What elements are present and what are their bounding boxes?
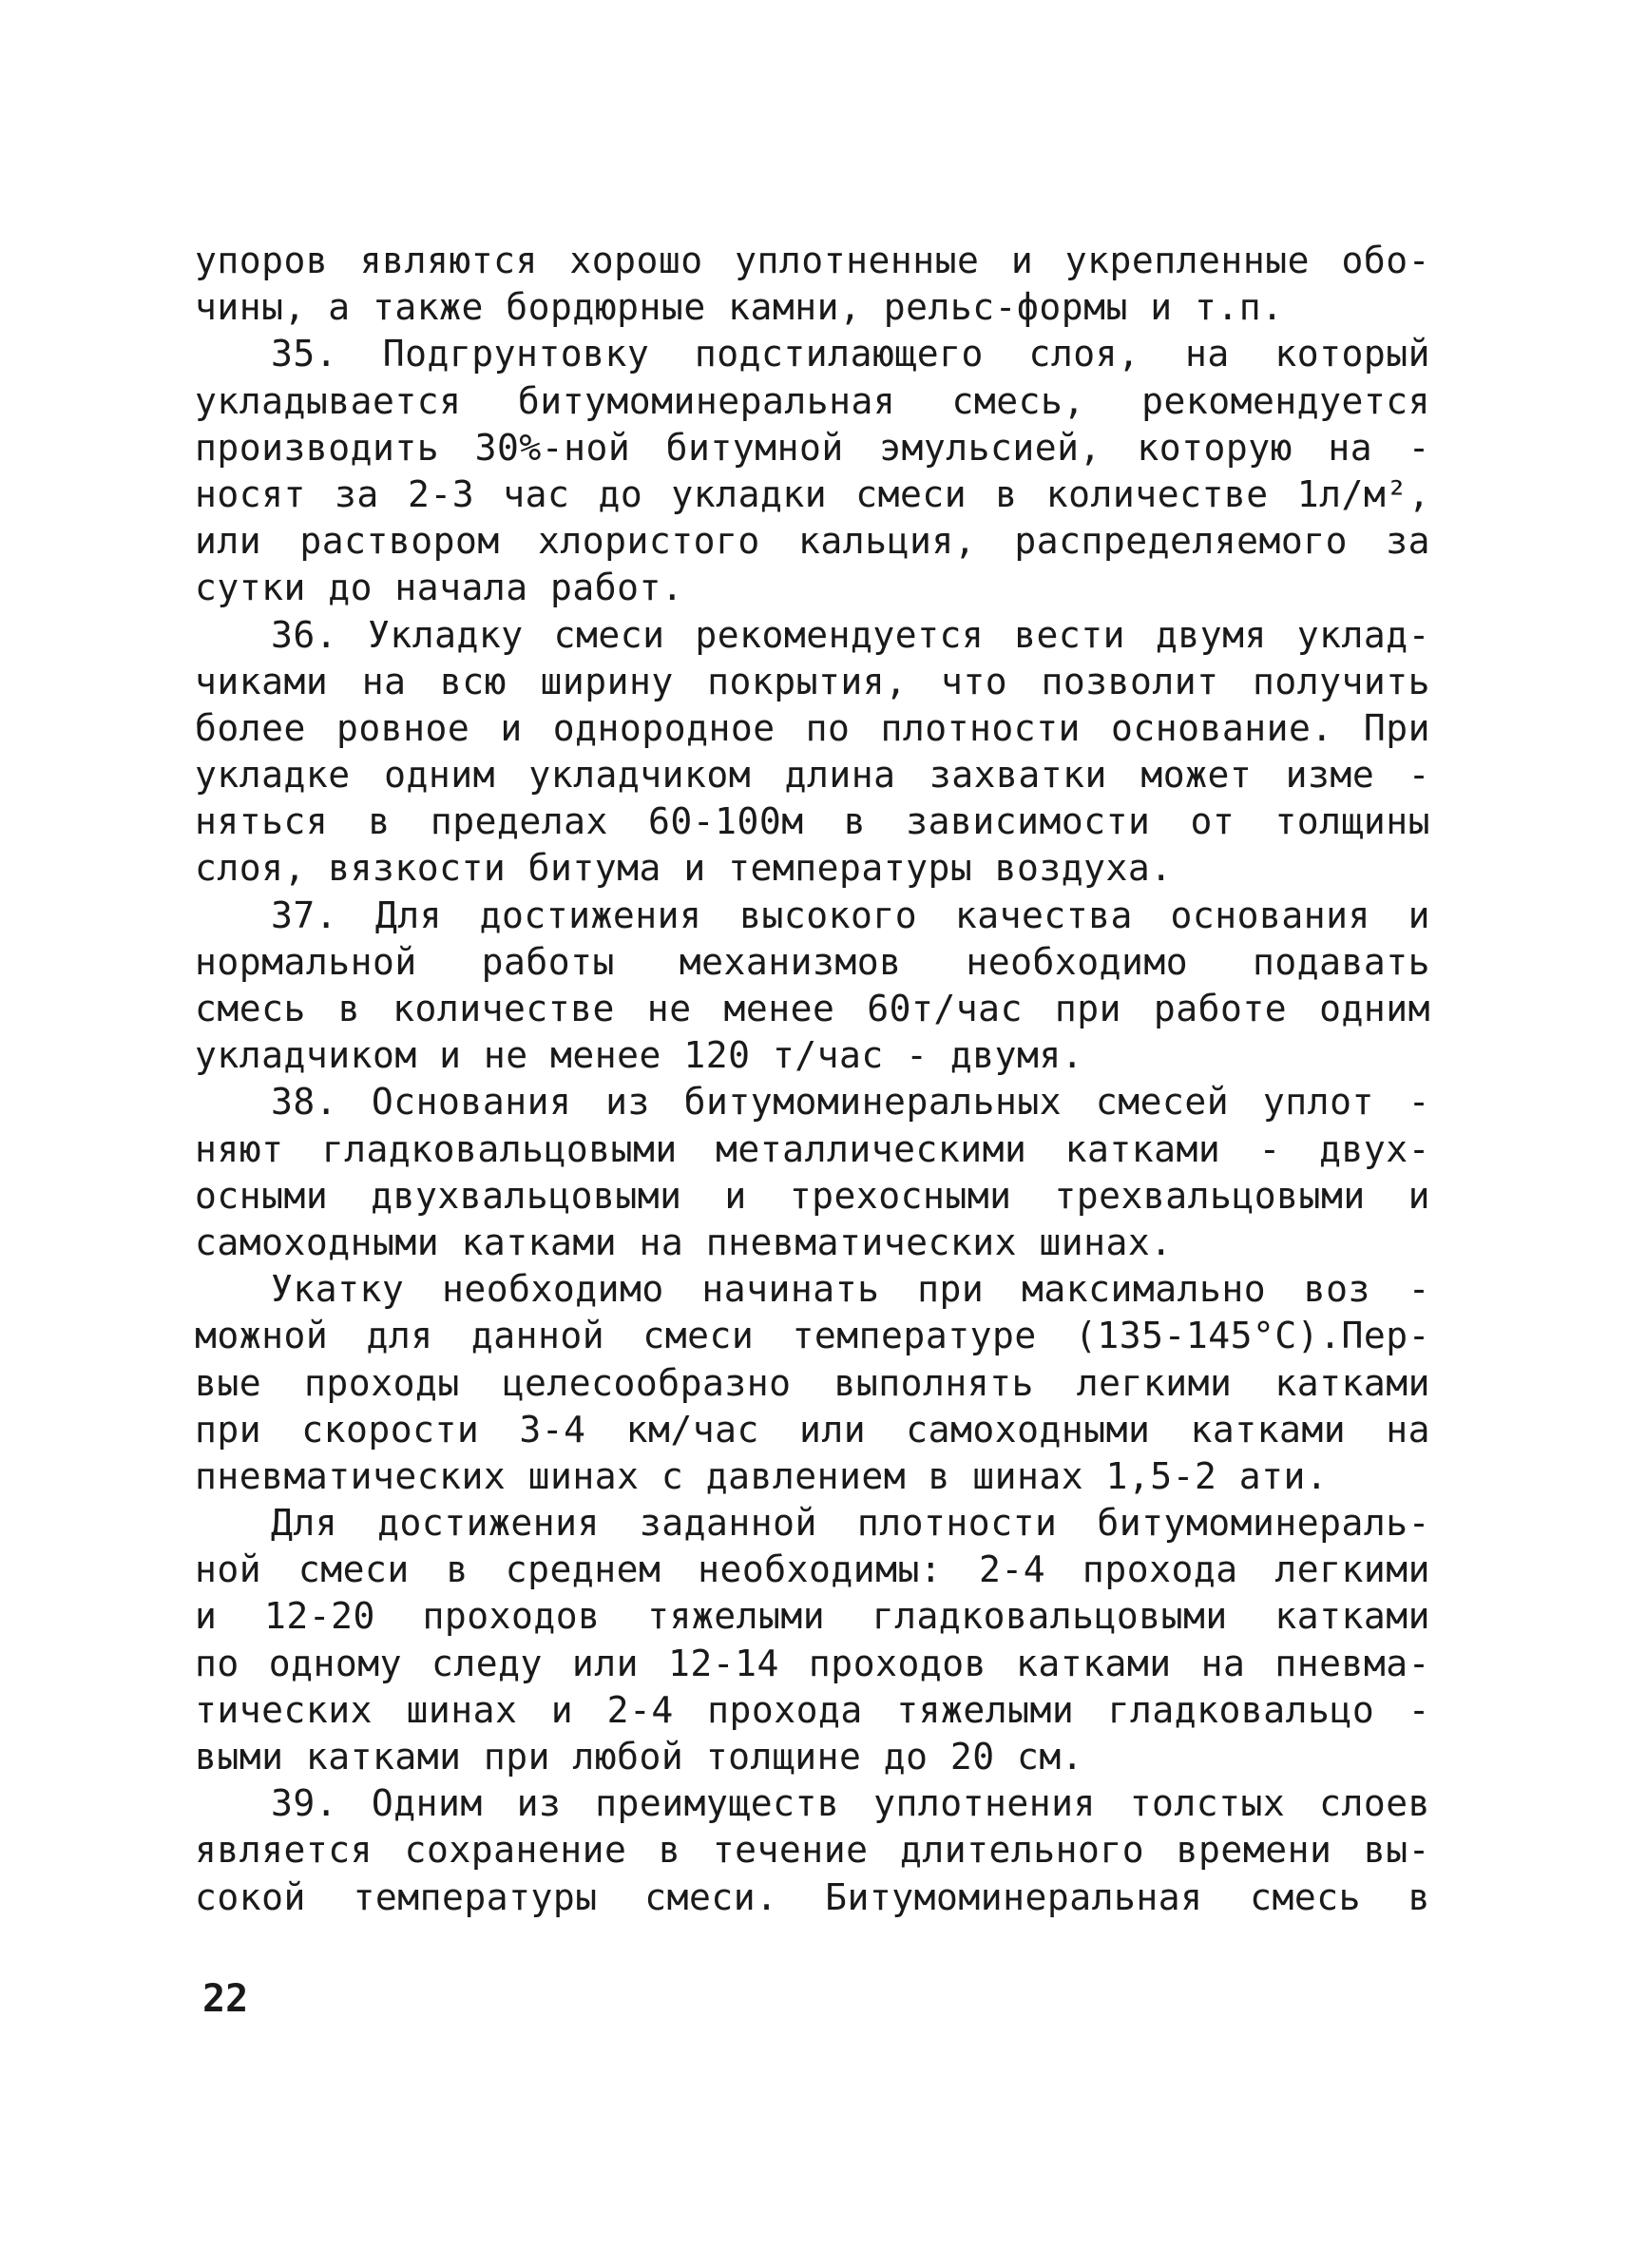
paragraph-37-start: 37. Для достижения высокого качества основания и — [271, 894, 1430, 936]
text-line: тических шинах и 2-4 прохода тяжелыми гладковальцо - — [195, 1688, 1430, 1731]
text-line: няться в пределах 60-100м в зависимости от толщины — [195, 800, 1430, 843]
text-line: осными двухвальцовыми и трехосными трехвальцовыми и — [195, 1174, 1430, 1217]
text-line: выми катками при любой толщине до 20 см. — [195, 1736, 1084, 1778]
text-line: более ровное и однородное по плотности основание. При — [195, 706, 1430, 749]
text-line: укладчиком и не менее 120 т/час - двумя. — [195, 1034, 1084, 1077]
text-line: пневматических шинах с давлением в шинах 1,5-2 ати. — [195, 1454, 1329, 1497]
text-line: является сохранение в течение длительного времени вы- — [195, 1829, 1430, 1872]
text-line: сокой температуры смеси. Битумоминеральная смесь в — [195, 1875, 1430, 1918]
text-line: укладке одним укладчиком длина захватки может изме - — [195, 754, 1430, 797]
text-line: чиками на всю ширину покрытия, что позволит получить — [195, 660, 1430, 702]
paragraph-39-start: 39. Одним из преимуществ уплотнения толстых слоев — [271, 1782, 1430, 1825]
text-line: упоров являются хорошо уплотненные и укрепленные обо- — [195, 240, 1430, 281]
paragraph-36-start: 36. Укладку смеси рекомендуется вести двумя уклад- — [271, 613, 1430, 656]
text-line: слоя, вязкости битума и температуры воздуха. — [195, 847, 1173, 890]
text-line: вые проходы целесообразно выполнять легкими катками — [195, 1361, 1430, 1404]
text-line: смесь в количестве не менее 60т/час при работе одним — [195, 988, 1430, 1029]
text-line: няют гладковальцовыми металлическими катками - двух- — [195, 1127, 1430, 1170]
text-line: производить 30%-ной битумной эмульсией, которую на - — [195, 426, 1430, 469]
text-line: чины, а также бордюрные камни, рельс-формы и т.п. — [195, 286, 1284, 329]
body-text — [195, 238, 1430, 1921]
text-line: по одному следу или 12-14 проходов катками на пневма- — [195, 1642, 1430, 1684]
paragraph-38-start: 38. Основания из битумоминеральных смесей уплот - — [271, 1081, 1430, 1124]
text-line: самоходными катками на пневматических шинах. — [195, 1220, 1173, 1263]
text-line: носят за 2-3 час до укладки смеси в количестве 1л/м², — [195, 472, 1430, 515]
paragraph-density-start: Для достижения заданной плотности битумоминераль- — [271, 1502, 1430, 1545]
text-line: при скорости 3-4 км/час или самоходными катками на — [195, 1408, 1430, 1451]
text-line: нормальной работы механизмов необходимо подавать — [195, 940, 1430, 983]
paragraph-35-start: 35. Подгрунтовку подстилающего слоя, на который — [271, 333, 1430, 375]
page-number: 22 — [202, 1977, 249, 2021]
text-line: ной смеси в среднем необходимы: 2-4 прохода легкими — [195, 1548, 1430, 1591]
text-line: или раствором хлористого кальция, распределяемого за — [195, 520, 1430, 563]
text-line: укладывается битумоминеральная смесь, рекомендуется — [195, 379, 1430, 422]
text-line: сутки до начала работ. — [195, 567, 684, 609]
text-line: можной для данной смеси температуре (135-145°С).Пер- — [195, 1315, 1430, 1357]
paragraph-rolling-start: Укатку необходимо начинать при максимально воз - — [271, 1268, 1430, 1311]
text-line: и 12-20 проходов тяжелыми гладковальцовыми катками — [195, 1595, 1430, 1638]
